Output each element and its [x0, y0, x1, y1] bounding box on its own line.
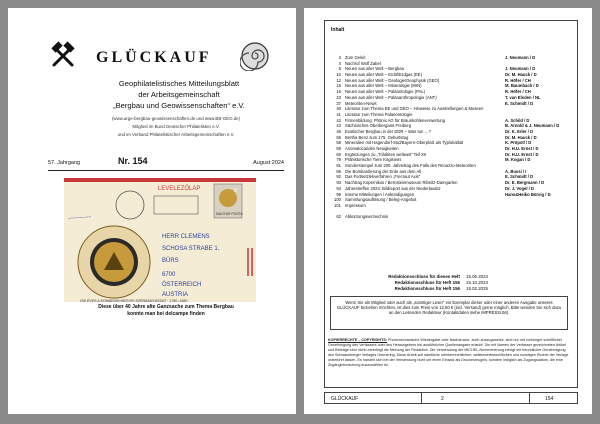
issue-info	[48, 156, 284, 166]
toc-page: 99	[336, 191, 341, 197]
toc-page: 85	[336, 168, 341, 174]
toc-title: Jahrestreffen 2024: Bildreport aus der Niederlausitz	[345, 185, 441, 191]
toc-author: Dr. E. Bergmann / D	[505, 180, 545, 186]
footer-divider	[529, 393, 530, 403]
toc-page: 60	[336, 151, 341, 157]
contents-list	[329, 55, 575, 220]
toc-author: Dr. H.U. Ernst / D	[505, 151, 539, 157]
issue-number: Nr. 154	[118, 156, 148, 166]
toc-title: Firmenbildung: Phönix AG für Braunkohlenverwertung	[345, 117, 446, 123]
toc-author: Dr. H.U. Ernst / D	[505, 146, 539, 151]
toc-title: Neues aus aller Welt – Paläontologie (PAL)	[345, 89, 426, 95]
contents-page	[304, 8, 592, 414]
toc-title: Nachruf Wolf Zabel	[345, 60, 381, 66]
toc-author: T. van Elsden / NL	[505, 94, 541, 100]
toc-title: Sammlungsauflösung / Beleg-Angebot	[345, 197, 417, 203]
toc-title: Neues aus aller Welt – Bergbau	[345, 66, 405, 72]
copyright-text: Photomechanische Wiedergabe oder Nachdrucke, auch auszugsweise, sind nur mit vorheriger schriftlicher Genehmigung des Verfassers oder des Herausgebers bei ausführlicher Quellenangabe erlaubt. Die mit Namen der Verfasser gezeichneten Artikel und Beiträge sind nicht unbedingt die Meinung der Redaktion. Die Verwendung der MICHEL-Nummerierung erfolgt mit freundlicher Genehmigung des Schwaneberger Verlages Germering. Diese Arbeit soll sämtliche urheberrechtlichen, wettbewerbsrechtlichen und sonstigen Rechte der Verlage unberührt lassen. Es handelt sich bei der Verwendung nicht um einen Einsatz als Druckerzeugnis, sondern lediglich als Zugangsdatum, die eine Zugängichmachung auszuwählen ist.	[328, 338, 569, 367]
toc-page: 4	[338, 60, 341, 66]
contents-box	[324, 20, 578, 388]
address-line-5: ÖSTERREICH	[162, 282, 202, 288]
toc-page: 23	[336, 94, 341, 100]
copyright-label: KOPIERRECHTE – COPYRIGHTS:	[328, 338, 388, 342]
toc-author: K. Pröpstl / D	[505, 140, 532, 146]
footer-title: GLÜCKAUF	[331, 395, 359, 402]
toc-page: 42	[336, 117, 341, 123]
deadline-row: Redaktionsschluss für Heft 156 15.02.2025	[394, 286, 488, 291]
toc-title: Exotischer Bergbau in der DDR – Was tun …?	[345, 128, 431, 134]
address-line-6: AUSTRIA	[162, 292, 189, 298]
image-caption: Diese über 40 Jahre alte Ganzsache zum Thema Bergbau konnte man bei delcampe finden	[98, 304, 234, 317]
toc-author: E. Schmidt / D	[505, 174, 534, 180]
toc-page: 3	[338, 55, 341, 60]
toc-author: Dr. K. Erler / D	[505, 128, 534, 134]
toc-title: Neues aus aller Welt – Mineralogie (MIN)	[345, 83, 422, 89]
toc-title: Mineralien mit Hagendorf-Süd/Bayern-Oberpfalz als Typlokalität	[345, 140, 464, 146]
toc-title: Literatur zum Thema EE und GEO – Hinweise zu Ausstellungen & Museen	[345, 106, 484, 112]
toc-title: Sächsisches Oberbergamt Freiberg	[345, 123, 412, 129]
address-line-2: SCHOSA STRABE 1.	[162, 246, 220, 252]
address-line-3: BÜRS	[162, 258, 179, 264]
toc-author: J. Neumann / D	[505, 55, 536, 60]
toc-title: Interne Mitteilungen / Ankündigungen	[345, 191, 415, 197]
toc-title: Impressum	[345, 202, 366, 208]
postal-stationery-image	[64, 178, 256, 302]
toc-page: 46	[336, 128, 341, 134]
toc-page: 59	[336, 146, 341, 151]
toc-page: 81	[336, 163, 341, 169]
toc-page: 41	[336, 111, 341, 117]
toc-author: E. Schmidt / D	[505, 100, 534, 106]
toc-page: 94	[336, 185, 341, 191]
toc-title: Zum Geleit	[345, 55, 366, 60]
toc-page: 37	[336, 100, 341, 106]
toc-author: Hans&Heiko Bürsig / D	[505, 191, 551, 197]
footer-divider	[421, 393, 422, 403]
toc-author: Dr. M. Hauck / D	[505, 72, 537, 78]
deadline-row: Redaktionsschluss für Heft 155 15.10.2024	[394, 280, 488, 285]
volume: 57. Jahrgang	[48, 160, 81, 166]
contents-title: Inhalt	[331, 27, 345, 33]
footer-issue: 154	[545, 395, 554, 402]
toc-title: Meteoriten-News	[345, 100, 377, 106]
deadlines	[340, 274, 520, 292]
toc-author: M. Baumbach / D	[505, 83, 539, 89]
toc-page: 93	[336, 180, 341, 186]
toc-page: 10	[336, 72, 341, 78]
toc-title: Neues aus aller Welt – Paläoanthropologie (ANT)	[345, 94, 437, 100]
toc-title: Nachtrag Kopernikus / Bernsteinmuseum Ribnitz-Damgarten	[345, 180, 458, 186]
toc-author: A. Schild / D	[505, 117, 530, 123]
website-line: (www.arge-bergbau-geowissenschaften.de und www.BB-GEO.de)	[111, 116, 241, 121]
toc-title: Bertha Benz zum 175. Geburtstag	[345, 134, 409, 140]
toc-author: Dr. J. Vogel / D	[505, 185, 535, 191]
toc-title: Prähistorische Tiere Kirgisiens	[345, 157, 402, 163]
ammonite-icon	[240, 41, 270, 71]
magazine-title: GLÜCKAUF	[96, 49, 212, 66]
membership-line-2: und im Verband Philatelistischer Arbeitsgemeinschaften e.V.	[117, 132, 235, 137]
toc-page: 62	[336, 214, 341, 220]
member-notice: Wenn Sie als Mitglied oder auch als „sonstiger Leser“ ein Exemplar dieser oder einer anderen Ausgabe unseres GLÜCKAUF beziehen möchten, ist dies zum Preis von 12,50 € (incl. Versand) gerne möglich. Bitte wenden Sie sich dazu an den Leitenden Redakteur (Kontaktdaten siehe IMPRESSUM).	[330, 296, 568, 330]
toc-title: Neues aus aller Welt – Geologie/Geophysik (GEO)	[345, 77, 440, 83]
toc-page: 92	[336, 174, 341, 180]
stamp-country: MAGYAR POSTA	[216, 212, 243, 216]
toc-title: Sonderstempel zum 200. Jahrestag des Falls des Renazzo-Meteoriten	[345, 163, 476, 169]
toc-page: 15	[336, 83, 341, 89]
toc-page: 101	[334, 202, 341, 208]
copyright-notice	[328, 338, 570, 367]
toc-author: M. Kogan / D	[505, 157, 531, 163]
handwritten-sender: ~~~~~~~~	[67, 214, 92, 222]
cover-page	[8, 8, 296, 414]
toc-page: 5	[338, 66, 341, 72]
toc-title: Die Bombardierung der Erde aus dem All	[345, 168, 422, 174]
footer-page: 2	[441, 395, 444, 402]
toc-row	[329, 214, 575, 220]
toc-page: 55	[336, 134, 341, 140]
medal-inscription: 200 ÉVES A KOMÁROM MEGYEI SZÉNBÁNYÁSZAT · 1780–1980	[80, 299, 188, 302]
toc-page: 12	[336, 77, 341, 83]
toc-title: Anomalocariden Neuigkeiten	[345, 146, 399, 151]
stamp-label: LEVELEZŐLAP	[158, 186, 201, 192]
toc-author: J. Neumann / D	[505, 66, 536, 72]
membership-line-1: Mitglied im Bund Deutscher Philatelisten e.V.	[132, 124, 220, 129]
divider	[48, 170, 284, 171]
toc-author: B. Arnold & J. Neumann / D	[505, 123, 560, 129]
toc-page: 58	[336, 140, 341, 146]
toc-author: R. Höfer / CH	[505, 77, 531, 83]
toc-page: 16	[336, 89, 341, 95]
toc-page: 100	[334, 197, 341, 203]
subtitle: Geophilatelistisches Mitteilungsblatt der Arbeitsgemeinschaft „Bergbau und Geowissenschaften“ e.V.	[113, 79, 245, 110]
toc-title: Abkürzungsverzeichnis	[345, 214, 389, 220]
address-line-1: HERR CLEMENS	[162, 234, 210, 240]
toc-title: Literatur zum Thema Palaeontologie	[345, 111, 413, 117]
toc-page: 40	[336, 106, 341, 112]
page-footer	[324, 392, 578, 404]
toc-page: 79	[336, 157, 341, 163]
crossed-hammers-icon	[48, 41, 78, 71]
stamp-value: 3	[234, 188, 237, 194]
toc-title: Das Fortsetzlekverfahren „Frecraut Axis“	[345, 174, 421, 180]
address-line-4: 6700	[162, 272, 176, 278]
toc-author: A. Bussi / I	[505, 168, 527, 174]
masthead	[48, 41, 268, 75]
issue-date: August 2024	[253, 160, 284, 166]
toc-author: R. Höfer / CH	[505, 89, 531, 95]
deadline-row: Redaktionsschluss für dieses Heft 15.06.2024	[388, 274, 488, 279]
toc-title: Ergänzungen zu „Trilobiten weltweit“ Teil XII	[345, 151, 427, 157]
toc-page: 43	[336, 123, 341, 129]
toc-author: Dr. M. Hauck / D	[505, 134, 537, 140]
toc-title: Neues aus aller Welt – Erdöl/Erdgas (EE)	[345, 72, 422, 78]
